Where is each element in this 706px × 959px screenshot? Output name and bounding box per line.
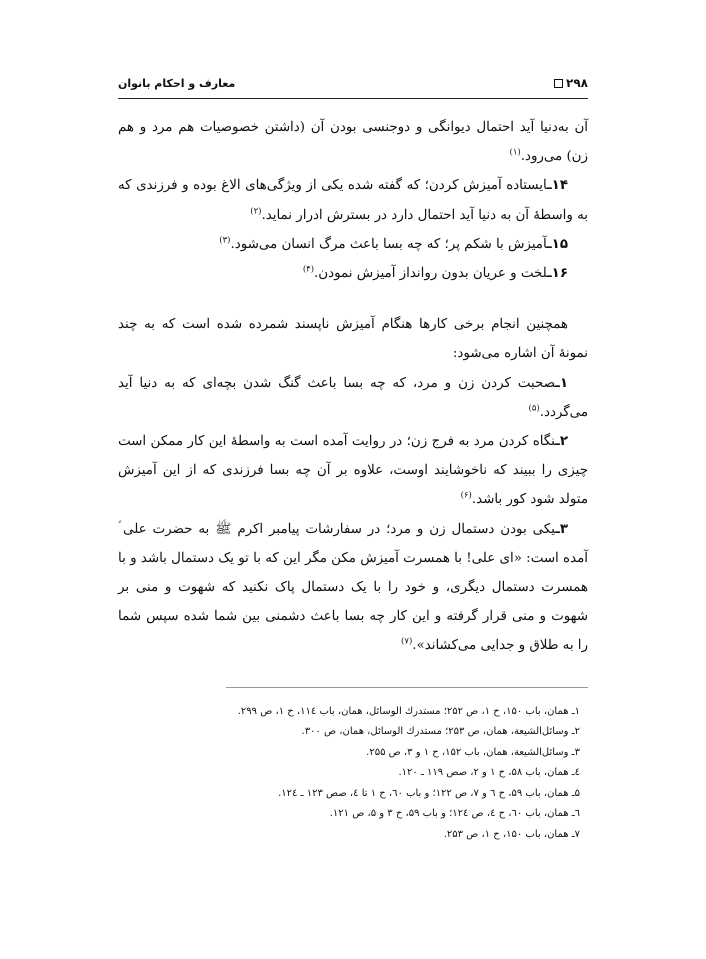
paragraph-text: آن به‌دنیا آید احتمال دیوانگی و دوجنسی بودن آن (داشتن خصوصیات هم مرد و هم زن) می‌رود. (118, 120, 588, 165)
footnote-ref[interactable]: (۲) (250, 206, 262, 217)
square-bullet-icon (554, 79, 563, 88)
item-number: ۱۶ـ (547, 266, 568, 282)
footnote: ۷ـ همان، باب ۱۵۰، ح ۱، ص ۲۵۳. (443, 828, 580, 840)
paragraph-text: یکی بودن دستمال زن و مرد؛ در سفارشات پیامبر اکرم ﷺ به حضرت علی ؑ آمده است: «ای علی! با همسرت آمیزش مکن مگر این که با تو یک دستمال باشد و با همسرت دستمال دیگری، و خود را با یک دستمال پاک نکنید که شهوت و منی بر شهوت و منی قرار گرفته و این کار چه بسا باعث دشمنی بین شما شده سپس شما را به طلاق و جدایی می‌کشاند». (118, 521, 588, 654)
item-number: ۱ـ (555, 375, 568, 391)
book-title: معارف و احکام بانوان (118, 76, 236, 90)
footnote: ۵ـ همان، باب ۵۹، ح ٦ و ۷، ص ۱۲۲؛ و باب ٦۰، ح ۱ تا ٤، صص ۱۲۳ ـ ۱۲٤. (278, 787, 580, 799)
paragraph (118, 515, 588, 661)
item-number: ۲ـ (555, 434, 568, 450)
paragraph (118, 113, 588, 171)
footnote-ref[interactable]: (۵) (528, 403, 540, 414)
page-number: ۲۹۸ (566, 76, 588, 90)
paragraph-text: نگاه کردن مرد به فرج زن؛ در روایت آمده است به واسطهٔ این کار ممکن است چیزی را ببیند که ناخوشایند اوست، علاوه بر آن چه بسا فرزندی که از این آمیزش متولد شود کور باشد. (118, 434, 588, 508)
footnote: ۳ـ وسائل‌الشیعة، همان، باب ۱۵۲، ح ۱ و ۳، ص ۲۵۵. (366, 746, 580, 758)
paragraph (118, 230, 588, 259)
footnote-ref[interactable]: (۴) (302, 264, 315, 275)
paragraph-text: ایستاده آمیزش کردن؛ که گفته شده یکی از ویژگی‌های الاغ بوده و فرزندی که به واسطهٔ آن به دنیا آید احتمال دارد در بسترش ادرار نماید. (118, 178, 588, 223)
book-page (118, 72, 588, 845)
paragraph (118, 259, 588, 288)
main-text (118, 113, 588, 661)
footnote: ۱ـ همان، باب ۱۵۰، ح ۱، ص ۲۵۲؛ مستدرك الوسائل، همان، باب ۱۱٤، ح ۱، ص ۲۹۹. (237, 705, 580, 717)
footnote: ۲ـ وسائل‌الشیعة، همان، ص ۲۵۳؛ مستدرك الوسائل، همان، ص ۳۰۰. (301, 726, 580, 738)
footnote-ref[interactable]: (۷) (401, 636, 413, 647)
footnotes (118, 702, 588, 846)
paragraph (118, 171, 588, 229)
footnote-ref[interactable]: (۱) (509, 147, 521, 158)
footnote: ٦ـ همان، باب ٦۰، ح ٤، ص ۱۲٤؛ و باب ۵۹، ح ۳ و ۵، ص ۱۲۱. (329, 808, 580, 820)
paragraph-text: صحبت کردن زن و مرد، که چه بسا باعث گنگ شدن بچه‌ای که به دنیا آید می‌گردد. (118, 375, 588, 420)
paragraph-text: آمیزش با شکم پر؛ که چه بسا باعث مرگ انسان می‌شود. (230, 236, 548, 252)
paragraph-text: لخت و عریان بدون روانداز آمیزش نمودن. (314, 266, 548, 282)
paragraph-text: همچنین انجام برخی کارها هنگام آمیزش ناپسند شمرده شده است که به چند نمونهٔ آن اشاره می‌شود: (118, 317, 588, 362)
footnote-separator (226, 687, 588, 688)
footnote: ٤ـ همان، باب ۵۸، ح ۱ و ۲، صص ۱۱۹ ـ ۱۲۰. (398, 767, 580, 779)
paragraph (118, 310, 588, 368)
paragraph (118, 369, 588, 427)
paragraph-gap (118, 288, 588, 310)
item-number: ۳ـ (555, 521, 568, 537)
item-number: ۱۴ـ (547, 178, 568, 194)
running-header (118, 72, 588, 99)
paragraph (118, 427, 588, 515)
footnote-ref[interactable]: (۳) (219, 235, 231, 246)
footnote-ref[interactable]: (۶) (460, 490, 472, 501)
page-number-group (554, 76, 588, 90)
item-number: ۱۵ـ (547, 236, 568, 252)
